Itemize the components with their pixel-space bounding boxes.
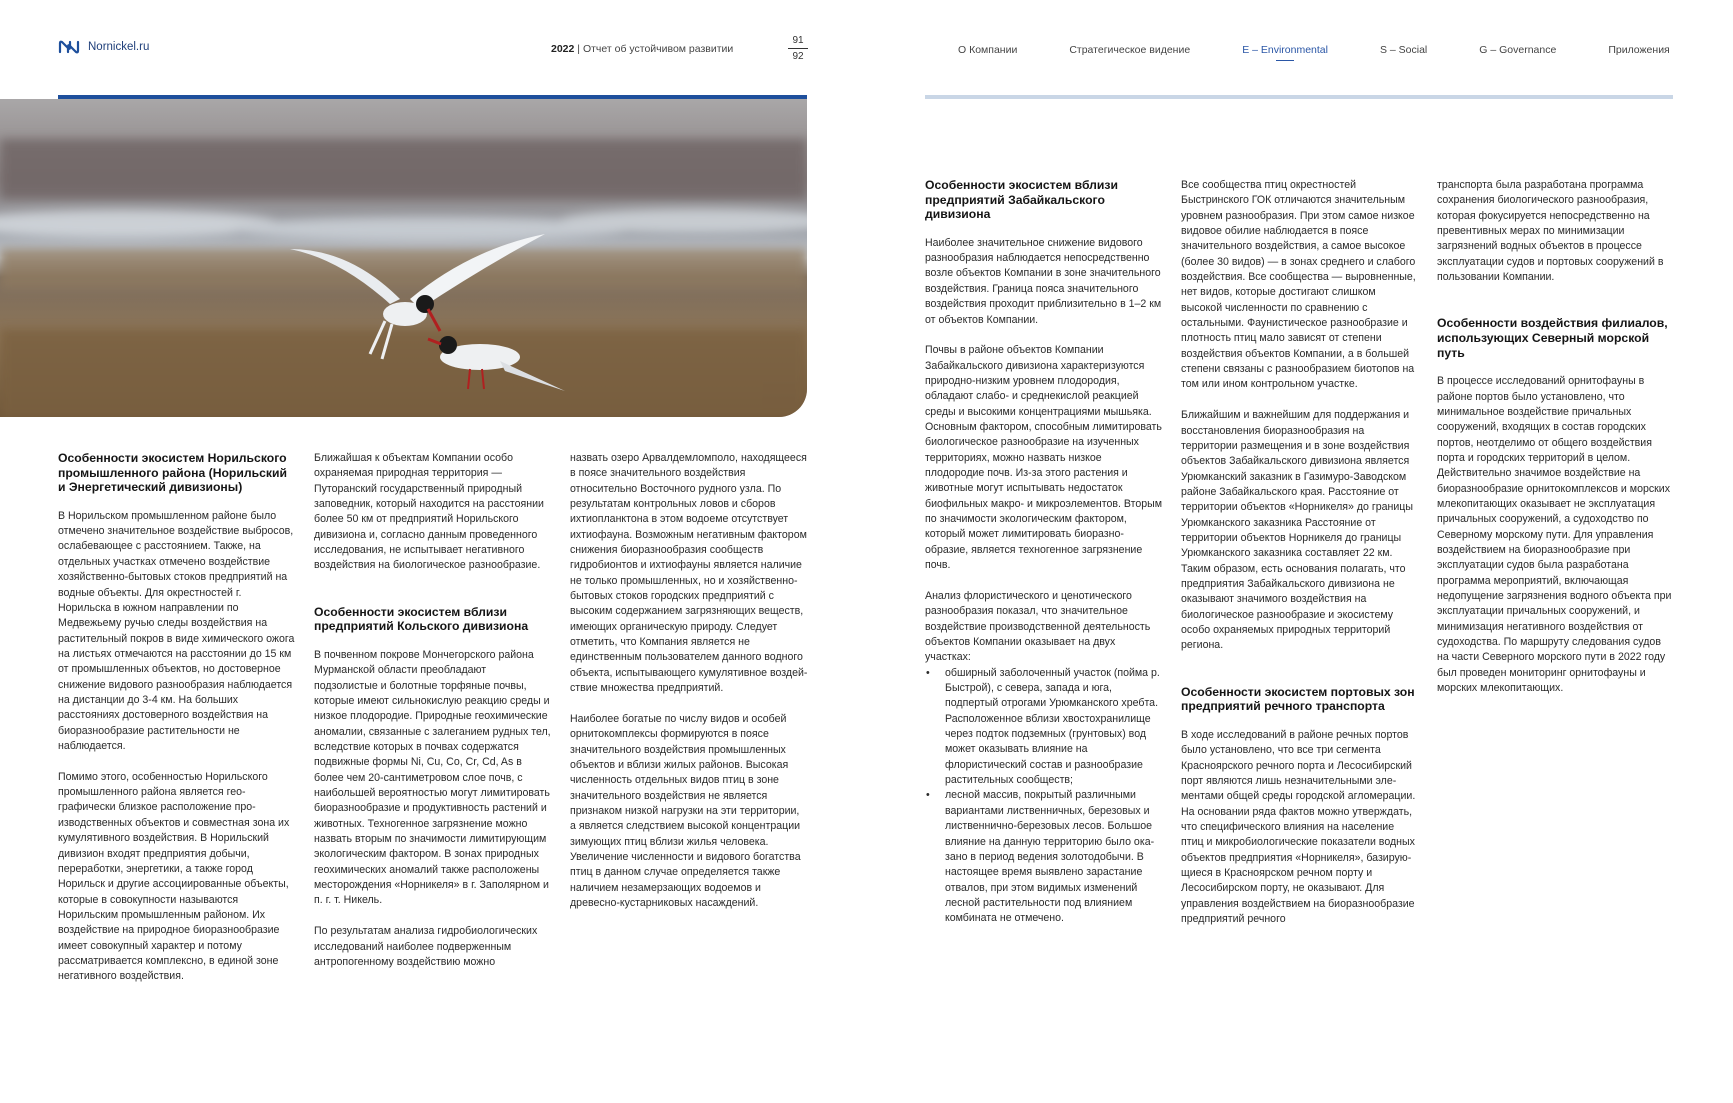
column-4	[925, 178, 1163, 927]
paragraph: В ходе исследований в районе речных портов было установлено, что все три сегмента Красноярского речного порта и Лесосибирский порт являются лишь незначительными элементами общей среды городской агломерации. На основании ряда фактов можно утверждать, что специфического влияния на население птиц и микробиологические показатели водных объектов предприятия «Норникеля», базирующиеся в Красноярском речном порту и Лесосибирском порту, не оказывают. Для управления воздействием на биоразнообразие предприятий речного	[1181, 729, 1416, 926]
page-total: 92	[792, 51, 804, 62]
nav-item-social[interactable]: S – Social	[1379, 44, 1428, 56]
list-item: • лесной массив, покрытый различными вариантами лиственничных, березовых и лиственнично-березовых лесов. Большое влияние на данную территорию было оказано в период ведения золотодобычи. В настоящее время выявлено зарастание отвалов, при этом видимых изменений лесной растительности под влиянием комбината не отмечено.	[945, 788, 1163, 926]
nav-item-strategy[interactable]: Стратегическое видение	[1069, 44, 1191, 56]
nav-item-appendices[interactable]: Приложения	[1608, 44, 1670, 56]
paragraph: Ближайшая к объектам Компании особо охраняемая природная территория — Путоранский государственный природный заповедник, который находится на расстоянии более 50 км от предприятий Норильского дивизиона и, согласно данным проведенного исследования, не испытывает негативного воздействия на биологическое разнообразие.	[314, 452, 544, 572]
paragraph: Помимо этого, особенностью Норильского промышленного района является географически близкое расположение производственных объектов и совместная зона их кумулятивного воздействия. В Норильский дивизион входят предприятия добычи, переработки, энергетики, а также город Норильск и другие ассоциированные объекты, которые в совокупности называются Норильским промышленным районом. Их воздействие на природное биоразнообразие имеет совокупный характер и потому рассматривается комплексно, в единой зоне негативного воздействия.	[58, 770, 290, 983]
heading-norilsk: Особенности экосистем Норильского промышленного района (Норильский и Энергетический дивизионы)	[58, 451, 287, 495]
nav-item-governance[interactable]: G – Governance	[1479, 44, 1557, 56]
nav-item-environmental[interactable]: E – Environmental	[1242, 44, 1328, 56]
nornickel-logo-icon	[58, 40, 80, 54]
paragraph: Все сообщества птиц окрестностей Быстринского ГОК отличаются значительным уровнем разнообразия. При этом самое низкое видовое обилие наблюдается в поясе значительного воздействия, а самое высокое (более 30 видов) — в зонах среднего и слабого воздействия. Все сообщества — выровненные, нет видов, которые достигают слишком высокой численности по сравнению с остальными. Фаунистическое разнообразие и плотность птиц мало зависят от степени воздействия объектов Компании, а в большей степени связаны с разнообразием биотопов на том или ином контрольном участке.	[1181, 179, 1416, 391]
report-year: 2022	[551, 43, 575, 55]
paragraph: транспорта была разработана программа сохранения биологического разнообразия, которая фокусируется непосредственно на превентивных мерах по минимизации загрязнений водных объектов в процессе эксплуатации судов и портовых сооружений в пользовании Компании.	[1437, 179, 1664, 284]
logo-link[interactable]	[58, 40, 149, 54]
nav-item-company[interactable]: О Компании	[958, 44, 1018, 56]
page-counter	[788, 34, 808, 63]
list-item: • обширный заболоченный участок (пойма р. Быстрой), с севера, запада и юга, подпертый отрогами Урюмканского хребта. Расположенное вблизи хвостохранилище через подток подземных (грунтовых) вод может оказывать влияние на флористический состав и разнообразие растительных сообществ;	[945, 666, 1163, 789]
paragraph: По результатам анализа гидробиологических исследований наиболее подверженным антропогенному воздействию можно	[314, 925, 538, 968]
paragraph: В Норильском промышленном районе было отмечено значительное воздействие выбросов, ослабевающее с расстоянием. Также, на отдельных участках отмечено воздействие хозяйственно-бытовых стоков предприятий на водные объекты. Для окрестностей г. Норильска в южном направлении по Медвежьему ручью следы воздействия на растительный покров в виде химического ожога на листьях отмечаются на расстоянии до 15 км от промышленных объектов, но достоверное снижение видового разнообразия наблюдается на дистанции до 3-4 км. На больших расстояниях достоверного воздействия на биоразнообразие растительности не наблюдается.	[58, 509, 295, 752]
report-name: Отчет об устойчивом развитии	[582, 43, 734, 55]
impact-areas-list	[925, 666, 1163, 927]
arctic-terns-photo	[0, 99, 807, 417]
column-6	[1437, 178, 1675, 712]
paragraph: Анализ флористического и ценотического разнообразия показал, что значительное воздействие производственной деятельность объектов Компании оказывает на двух участках:	[925, 590, 1151, 664]
report-title	[551, 43, 733, 55]
section-rule-right	[925, 95, 1673, 99]
heading-river-ports: Особенности экосистем портовых зон предприятий речного транспорта	[1181, 684, 1415, 714]
heading-northern-sea-route: Особенности воздействия филиалов, использующих Северный морской путь	[1437, 316, 1668, 360]
column-3	[570, 451, 808, 927]
report-separator: |	[577, 43, 581, 55]
page-divider	[788, 48, 808, 49]
page-current: 91	[792, 35, 804, 46]
column-5	[1181, 178, 1419, 943]
heading-kola: Особенности экосистем вблизи предприятий Кольского дивизиона	[314, 604, 529, 634]
paragraph: Ближайшим и важнейшим для поддержания и восстановления биоразнообразия на территории размещения и в зоне воздействия объектов Забайкальского дивизиона является Урюмканский заказник в Газимуро-Заводском районе Забайкальского края. Расстояние от территории объектов «Норникеля» до границы Урюмканского заказника Расстояние от территории объектов Норникеля до границы Урюмканского заказника составляет 22 км. Таким образом, есть основания полагать, что предприятия Забайкальского дивизиона не оказывают значимого воздействия на биологическое разнообразие и экосистему особо охраняемых природных территорий региона.	[1181, 409, 1413, 652]
column-1	[58, 451, 296, 1000]
paragraph: Почвы в районе объектов Компании Забайкальского дивизиона характеризуются природно-низким уровнем плодородия, обладают слабо- и среднекислой реакцией среды и высокими концентрациями мышьяка. Основным фактором, способным лимитировать биологическое разнообразие на изученных территориях, можно назвать низкое плодородие почв. Из-за этого растения и животные могут испытывать недостаток биофильных макро- и микроэлементов. Вторым по значимости экологическим фактором, который может лимитировать биоразнообразие, является техногенное загрязнение почв.	[925, 344, 1162, 572]
top-nav	[958, 44, 1722, 56]
paragraph: Наиболее богатые по числу видов и особей орнитокомплексы формируются в поясе значительного воздействия промышленных объектов и вблизи жилых районов. Высокая численность отдельных видов птиц в зоне значительного воздействия не является признаком низкой нагрузки на эти территории, а является следствием высокой концентрации зимующих птиц вблизи жилья человека. Увеличение численности и видового богатства птиц в данном случае определяется также наличием незамерзающих водоемов и древесно-кустарниковых насаждений.	[570, 713, 801, 910]
column-2	[314, 451, 552, 986]
paragraph: В почвенном покрове Мончегорского района Мурманской области преобладают подзолистые и болотные торфяные почвы, которые имеют сильнокислую реакцию среды и низкое плодородие. Природные геохимические аномалии, связанные с залеганием рудных тел, вследствие которых в почвах содержатся подвижные формы Ni, Cu, Co, Cr, Cd, As в более чем 20-сантиметровом слое почв, с наибольшей вероятностью могут лимитировать биоразнообразие и продуктивность растений и животных. Техногенное загрязнение можно назвать вторым по значимости лимитирующим экологическим фактором. В зонах природных геохимических аномалий также расположены месторождения «Норникеля» в г. Заполярном и п. г. т. Никель.	[314, 648, 551, 907]
paragraph: В процессе исследований орнитофауны в районе портов было установлено, что минимальное воздействие причальных сооружений, входящих в состав городских портов, неотделимо от общего воздействия порта и городских территорий в целом. Действительно значимое воздействие на биоразнообразие орнитокомплексов и морских млекопитающих оказывает не эксплуатация причальных сооружений, а судоходство по Северному морскому пути. Для управления воздействием на биоразнообразие при эксплуатации судов была разработана программа мероприятий, включающая недопущение загрязнения водного объекта при эксплуатации причальных сооружений, и минимизация негативного воздействия от судоходства. По маршруту следования судов на части Северного морского пути в 2022 году был проведен мониторинг орнитофауны и морских млекопитающих.	[1437, 375, 1672, 695]
site-name: Nornickel.ru	[88, 41, 150, 53]
paragraph: назвать озеро Арвалдемломполо, находящееся в поясе значительного воздействия относительно Восточного рудного узла. По результатам контрольных ловов и сборов ихтиопланктона в этом водоеме отсутствует ихтиофауна. Возможным негативным фактором снижения биоразнообразия сообществ гидробионтов и ихтиофауны является наличие не только промышленных, но и хозяйственно-бытовых стоков городских предприятий с высоким содержанием загрязняющих веществ, имеющих органическую природу. Следует отметить, что Компания является не единственным пользователем данного водного объекта, испытывающего кумулятивное воздействие множества предприятий.	[570, 452, 808, 695]
paragraph: Наиболее значительное снижение видового разнообразия наблюдается непосредственно возле объектов Компании в зоне значительного воздействия. Граница пояса значительного воздействия проходит приблизительно в 1–2 км от объектов Компании.	[925, 236, 1162, 326]
heading-transbaikal: Особенности экосистем вблизи предприятий Забайкальского дивизиона	[925, 178, 1118, 222]
